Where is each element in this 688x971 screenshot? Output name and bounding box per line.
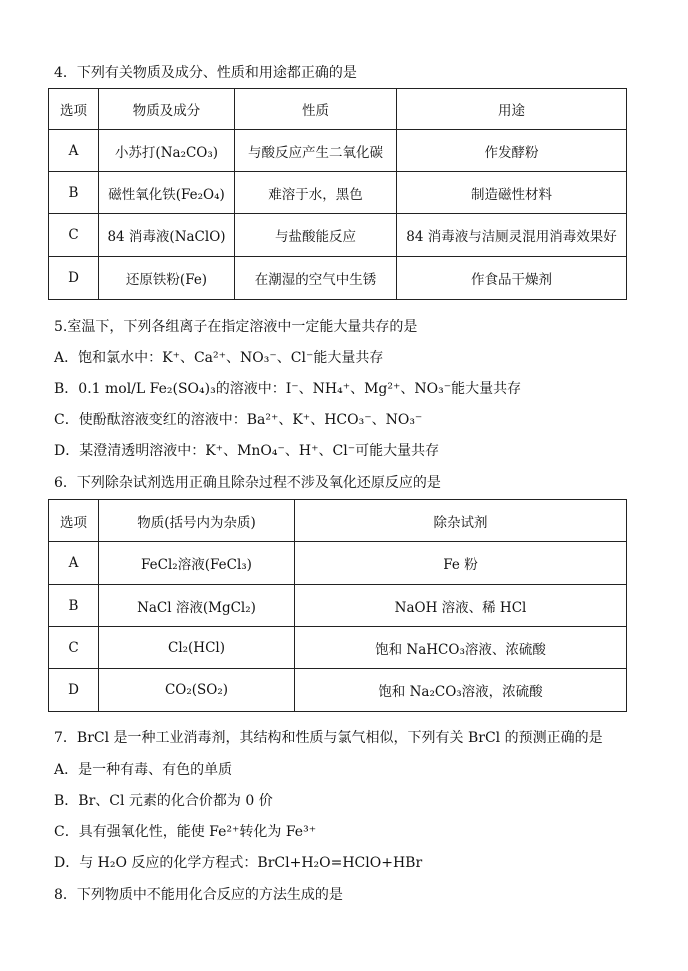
header-cell: 除杂试剂 (295, 500, 627, 542)
table-header-row (49, 500, 627, 542)
option-a: A．饱和氯水中：K⁺、Ca²⁺、NO₃⁻、Cl⁻能大量共存 (54, 350, 384, 366)
question-4-table (48, 88, 627, 300)
option-a: A．是一种有毒、有色的单质 (54, 762, 233, 778)
question-8-stem: 8．下列物质中不能用化合反应的方法生成的是 (54, 887, 343, 903)
table-cell: Fe 粉 (295, 542, 627, 585)
table-row (49, 214, 627, 257)
table-row (49, 130, 627, 172)
table-cell: CO₂(SO₂) (99, 669, 295, 712)
table-cell: FeCl₂溶液(FeCl₃) (99, 542, 295, 585)
header-cell: 选项 (49, 89, 99, 130)
table-cell: 饱和 NaHCO₃溶液、浓硫酸 (295, 627, 627, 669)
table-cell: 制造磁性材料 (397, 172, 627, 214)
table-cell: D (49, 257, 99, 300)
table-cell: 在潮湿的空气中生锈 (235, 257, 397, 300)
table-row (49, 172, 627, 214)
option-c: C．使酚酞溶液变红的溶液中：Ba²⁺、K⁺、HCO₃⁻、NO₃⁻ (54, 412, 423, 428)
header-cell: 物质及成分 (99, 89, 235, 130)
table-cell: A (49, 130, 99, 172)
option-c: C．具有强氧化性，能使 Fe²⁺转化为 Fe³⁺ (54, 824, 317, 840)
table-cell: 难溶于水，黑色 (235, 172, 397, 214)
table-cell: 与盐酸能反应 (235, 214, 397, 257)
header-cell: 用途 (397, 89, 627, 130)
table-cell: B (49, 585, 99, 627)
table-cell: 作发酵粉 (397, 130, 627, 172)
question-5-stem: 5.室温下，下列各组离子在指定溶液中一定能大量共存的是 (54, 319, 418, 335)
table-cell: 还原铁粉(Fe) (99, 257, 235, 300)
table-cell: NaOH 溶液、稀 HCl (295, 585, 627, 627)
table-cell: 磁性氧化铁(Fe₂O₄) (99, 172, 235, 214)
question-4-stem: 4．下列有关物质及成分、性质和用途都正确的是 (54, 65, 357, 81)
question-6-stem: 6．下列除杂试剂选用正确且除杂过程不涉及氧化还原反应的是 (54, 475, 441, 491)
header-cell: 物质(括号内为杂质) (99, 500, 295, 542)
option-b: B．0.1 mol/L Fe₂(SO₄)₃的溶液中：I⁻、NH₄⁺、Mg²⁺、NO₃⁻能大量共存 (54, 381, 522, 397)
table-cell: NaCl 溶液(MgCl₂) (99, 585, 295, 627)
table-cell: D (49, 669, 99, 712)
table-cell: 与酸反应产生二氧化碳 (235, 130, 397, 172)
table-cell: 84 消毒液(NaClO) (99, 214, 235, 257)
table-row (49, 257, 627, 300)
table-cell: C (49, 627, 99, 669)
table-cell: B (49, 172, 99, 214)
header-cell: 性质 (235, 89, 397, 130)
option-d: D．某澄清透明溶液中：K⁺、MnO₄⁻、H⁺、Cl⁻可能大量共存 (54, 443, 440, 459)
header-cell: 选项 (49, 500, 99, 542)
table-cell: 84 消毒液与洁厕灵混用消毒效果好 (397, 214, 627, 257)
table-row (49, 627, 627, 669)
table-cell: C (49, 214, 99, 257)
question-7-stem: 7．BrCl 是一种工业消毒剂，其结构和性质与氯气相似，下列有关 BrCl 的预测正确的是 (54, 730, 603, 746)
table-cell: 饱和 Na₂CO₃溶液，浓硫酸 (295, 669, 627, 712)
table-row (49, 669, 627, 712)
table-cell: 小苏打(Na₂CO₃) (99, 130, 235, 172)
option-b: B．Br、Cl 元素的化合价都为 0 价 (54, 793, 273, 809)
table-cell: Cl₂(HCl) (99, 627, 295, 669)
table-row (49, 542, 627, 585)
table-header-row (49, 89, 627, 130)
table-cell: 作食品干燥剂 (397, 257, 627, 300)
question-6-table (48, 499, 627, 712)
option-d: D．与 H₂O 反应的化学方程式：BrCl+H₂O=HClO+HBr (54, 855, 423, 871)
table-cell: A (49, 542, 99, 585)
table-row (49, 585, 627, 627)
